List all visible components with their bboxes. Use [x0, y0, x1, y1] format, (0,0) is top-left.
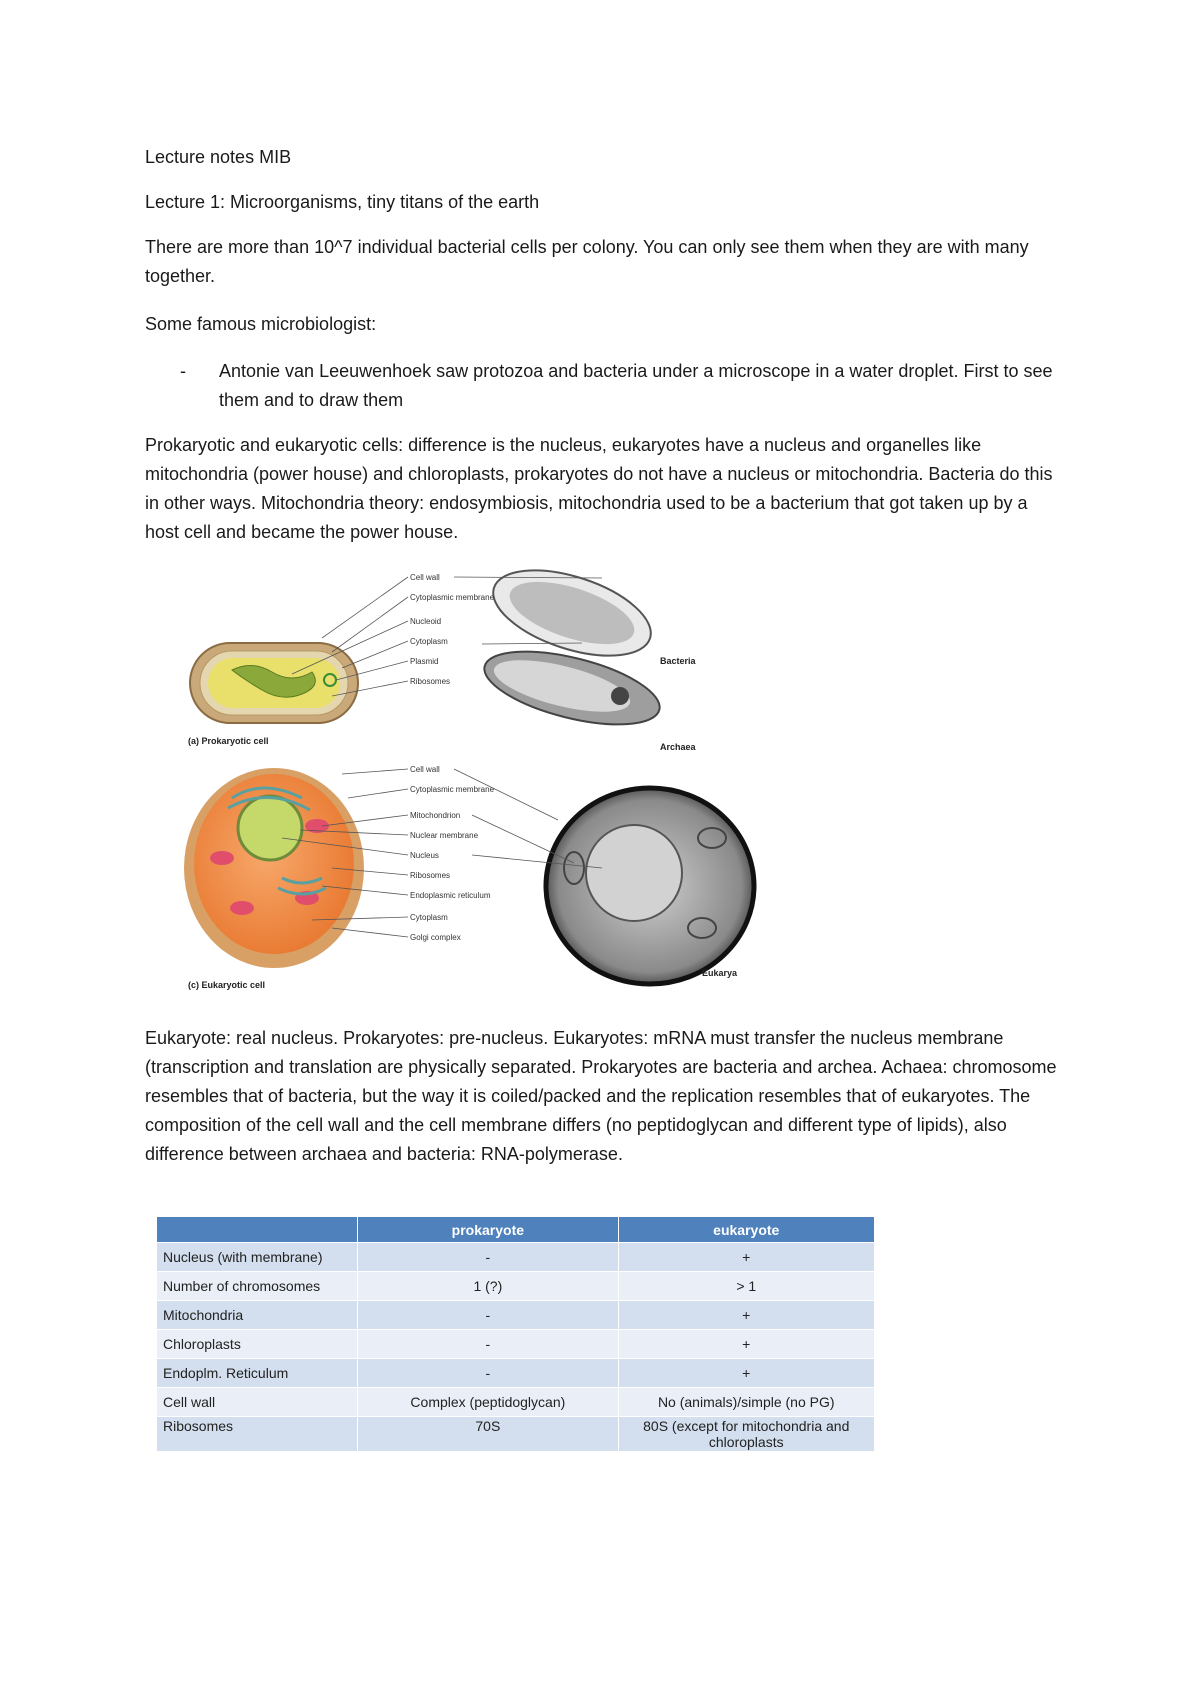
header-cell-empty: [157, 1217, 358, 1243]
header-cell-prokaryote: prokaryote: [358, 1217, 618, 1243]
text-para4-block: [145, 1024, 1065, 1169]
prok-label-1: Cytoplasmic membrane: [410, 593, 495, 602]
bullet-dash: -: [180, 361, 186, 381]
eukaryotic-cell-drawing: [184, 768, 364, 968]
bacteria-label: Bacteria: [660, 656, 696, 666]
paragraph-cells: Prokaryotic and eukaryotic cells: difference is the nucleus, eukaryotes have a nucleus and organelles like mitochondria (power house) and chloroplasts, prokaryotes do not have a nucleus or mitochondria. Bacteria do this in other ways. Mitochondria theory: endosymbiosis, mitochondria used to be a bacterium that got taken up by a host cell and became the power house.: [145, 435, 1053, 542]
row-label: Endoplm. Reticulum: [157, 1359, 358, 1388]
euk-label-0: Cell wall: [410, 765, 440, 774]
paragraph-eukaryote: Eukaryote: real nucleus. Prokaryotes: pre-nucleus. Eukaryotes: mRNA must transfer the nucleus membrane (transcription and translation are physically separated. Prokaryotes are bacteria and archea. Achaea: chromosome resembles that of bacteria, but the way it is coiled/packed and the replication resembles that of eukaryotes. The composition of the cell wall and the cell membrane differs (no peptidoglycan and different type of lipids), also difference between archaea and bacteria: RNA-polymerase.: [145, 1028, 1057, 1164]
eukarya-em-image: [546, 788, 754, 984]
archaea-label: Archaea: [660, 742, 696, 752]
euk-label-3: Nuclear membrane: [410, 831, 479, 840]
prokaryote-cell: Complex (peptidoglycan): [358, 1388, 618, 1417]
table-row: [157, 1243, 875, 1272]
cell-figure: [182, 568, 772, 996]
row-label: Number of chromosomes: [157, 1272, 358, 1301]
row-label: Nucleus (with membrane): [157, 1243, 358, 1272]
table-header-row: [157, 1217, 875, 1243]
lecture-heading: Lecture 1: Microorganisms, tiny titans of the earth: [145, 192, 540, 212]
text-title-block: [145, 143, 1065, 172]
table-row: [157, 1388, 875, 1417]
text-para2-block: [145, 310, 1065, 339]
eukaryote-cell: +: [618, 1301, 875, 1330]
prok-label-0: Cell wall: [410, 573, 440, 582]
prok-caption: (a) Prokaryotic cell: [188, 736, 269, 746]
prokaryote-cell: -: [358, 1301, 618, 1330]
text-para3-block: [145, 431, 1065, 547]
row-label: Chloroplasts: [157, 1330, 358, 1359]
paragraph-colony: There are more than 10^7 individual bacterial cells per colony. You can only see them when they are with many together.: [145, 237, 1029, 286]
euk-label-6: Endoplasmic reticulum: [410, 891, 491, 900]
prok-label-3: Cytoplasm: [410, 637, 448, 646]
table-row: [157, 1301, 875, 1330]
eukarya-label: Eukarya: [702, 968, 738, 978]
euk-label-5: Ribosomes: [410, 871, 451, 880]
euk-label-7: Cytoplasm: [410, 913, 448, 922]
row-label: Mitochondria: [157, 1301, 358, 1330]
prokaryote-cell: -: [358, 1330, 618, 1359]
text-lecture-block: [145, 188, 1065, 217]
eukaryote-cell: +: [618, 1243, 875, 1272]
prok-label-2: Nucleoid: [410, 617, 442, 626]
eukaryote-cell: 80S (except for mitochondria and chloroplasts: [618, 1417, 875, 1452]
comparison-table: [157, 1217, 875, 1451]
bullet-list-item: [180, 357, 1060, 415]
header-cell-eukaryote: eukaryote: [618, 1217, 875, 1243]
archaea-em-image: [477, 637, 666, 739]
euk-label-2: Mitochondrion: [410, 811, 461, 820]
row-label: Cell wall: [157, 1388, 358, 1417]
prokaryote-cell: 1 (?): [358, 1272, 618, 1301]
prokaryote-cell: 70S: [358, 1417, 618, 1452]
euk-label-1: Cytoplasmic membrane: [410, 785, 495, 794]
table-row: [157, 1272, 875, 1301]
euk-caption: (c) Eukaryotic cell: [188, 980, 266, 990]
table-row: [157, 1330, 875, 1359]
prok-label-4: Plasmid: [410, 657, 439, 666]
bullet-leeuwenhoek: Antonie van Leeuwenhoek saw protozoa and bacteria under a microscope in a water droplet. First to see them and to draw them: [219, 361, 1053, 410]
table-row: [157, 1359, 875, 1388]
row-label: Ribosomes: [157, 1417, 358, 1452]
prokaryote-cell: -: [358, 1359, 618, 1388]
paragraph-famous: Some famous microbiologist:: [145, 314, 377, 334]
euk-label-8: Golgi complex: [410, 933, 461, 942]
table-row: [157, 1417, 875, 1452]
prokaryote-cell: -: [358, 1243, 618, 1272]
euk-label-4: Nucleus: [410, 851, 439, 860]
text-para1-block: [145, 233, 1065, 291]
prok-label-5: Ribosomes: [410, 677, 451, 686]
doc-title: Lecture notes MIB: [145, 147, 292, 167]
eukaryote-cell: > 1: [618, 1272, 875, 1301]
eukaryote-cell: +: [618, 1359, 875, 1388]
eukaryote-cell: No (animals)/simple (no PG): [618, 1388, 875, 1417]
eukaryote-cell: +: [618, 1330, 875, 1359]
